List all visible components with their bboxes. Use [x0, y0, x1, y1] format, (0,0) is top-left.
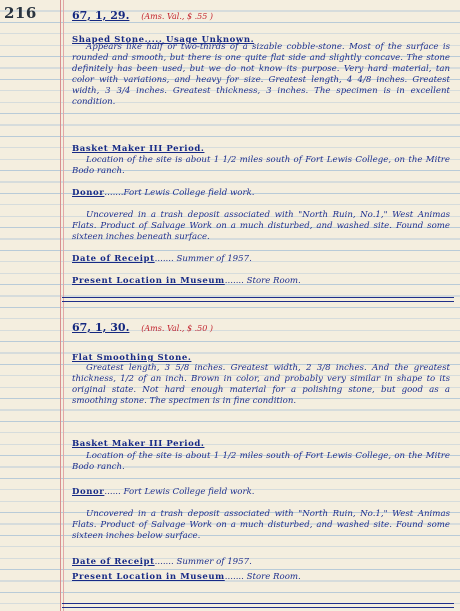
- receipt-value: ....... Summer of 1957.: [154, 254, 252, 264]
- cultural-period: Basket Maker III Period.: [72, 439, 205, 449]
- entry-divider: [62, 297, 454, 302]
- museum-location-value: ....... Store Room.: [224, 276, 301, 286]
- entry-divider: [62, 603, 454, 608]
- catalog-header: [72, 321, 450, 335]
- object-name: Flat Smoothing Stone.: [72, 353, 192, 363]
- museum-location-line: [72, 572, 301, 583]
- receipt-line: [72, 557, 252, 568]
- catalog-entry: [72, 321, 450, 582]
- cultural-period: Basket Maker III Period.: [72, 144, 205, 154]
- receipt-label: Date of Receipt: [72, 557, 155, 567]
- receipt-label: Date of Receipt: [72, 254, 155, 264]
- catalog-number: 67, 1, 30.: [72, 321, 130, 334]
- object-description: Greatest length, 3 5/8 inches. Greatest width, 2 3/8 inches. And the greatest thickness, 1/2 of an inch. Brown in color, and probably very similar in shape to its original state. Not hard enough material for a polishing stone, but good as a smoothing stone. The specimen is in fine condition.: [72, 363, 450, 406]
- find-context: Uncovered in a trash deposit associated with "North Ruin, No.1," West Animas Flats. Product of Salvage Work on a much disturbed, and washed site. Found some sixteen inches beneath surface.: [72, 210, 450, 242]
- catalog-entry: [72, 9, 450, 286]
- page-number: 216: [4, 4, 37, 22]
- site-location: Location of the site is about 1 1/2 miles south of Fort Lewis College, on the Mitre Bodo ranch.: [72, 155, 450, 176]
- margin-rule: [60, 0, 61, 611]
- appraised-value: (Ams. Val., $ .55 ): [141, 12, 213, 21]
- donor-line: [72, 487, 255, 498]
- donor-line: [72, 188, 255, 199]
- margin-rule-secondary: [63, 0, 64, 611]
- museum-location-label: Present Location in Museum: [72, 276, 225, 286]
- site-location: Location of the site is about 1 1/2 miles south of Fort Lewis College, on the Mitre Bodo ranch.: [72, 451, 450, 472]
- appraised-value: (Ams. Val., $ .50 ): [141, 324, 213, 333]
- object-description: Appears like half or two-thirds of a sizable cobble-stone. Most of the surface is rounded and smooth, but there is one quite flat side and slightly concave. The stone definitely has been used, but we do not know its purpose. Very hard material, tan color with variations, and heavy for size. Greatest length, 4 4/8 inches. Greatest width, 3 3/4 inches. Greatest thickness, 3 inches. The specimen is in excellent condition.: [72, 42, 450, 107]
- receipt-value: ....... Summer of 1957.: [154, 557, 252, 567]
- find-context: Uncovered in a trash deposit associated with "North Ruin, No.1," West Animas Flats. Product of Salvage Work on a much disturbed, and washed site. Found some sixteen inches below surface.: [72, 509, 450, 541]
- object-name: Shaped Stone..... Usage Unknown.: [72, 35, 255, 45]
- museum-location-label: Present Location in Museum: [72, 572, 225, 582]
- museum-location-line: [72, 276, 301, 287]
- donor-value: .......Fort Lewis College field work.: [104, 188, 255, 198]
- donor-label: Donor: [72, 487, 105, 497]
- donor-label: Donor: [72, 188, 105, 198]
- catalog-number: 67, 1, 29.: [72, 9, 130, 22]
- donor-value: ...... Fort Lewis College field work.: [104, 487, 255, 497]
- museum-location-value: ....... Store Room.: [224, 572, 301, 582]
- receipt-line: [72, 254, 252, 265]
- catalog-header: [72, 9, 450, 23]
